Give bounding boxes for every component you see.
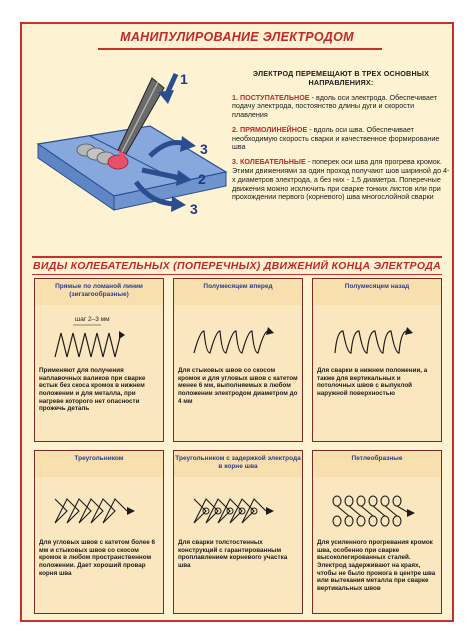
direction-item-3 — [232, 158, 450, 202]
title-underline — [98, 48, 382, 50]
section-title: ВИДЫ КОЛЕБАТЕЛЬНЫХ (ПОПЕРЕЧНЫХ) ДВИЖЕНИЙ КОНЦА ЭЛЕКТРОДА — [33, 260, 441, 272]
pattern-title: Треугольником — [35, 451, 163, 477]
direction-item-1 — [232, 94, 450, 120]
crescent-forward-pattern-icon — [186, 313, 292, 363]
pattern-card-zigzag — [34, 278, 164, 442]
pattern-description: Применяют для получения наплавочных валиков при сварке встык без скоса кромок в нижнем положении и для металла, при нагреве которого нет опасности прожечь деталь — [39, 367, 146, 413]
section-underline — [32, 274, 442, 275]
page-title: МАНИПУЛИРОВАНИЕ ЭЛЕКТРОДОМ — [120, 30, 354, 44]
pattern-card-crescent-forward — [173, 278, 303, 442]
crescent-backward-pattern-icon — [325, 313, 431, 363]
pattern-card-triangle-delay — [173, 450, 303, 614]
triangle-pattern-icon — [47, 485, 153, 535]
label-3b: 3 — [190, 201, 198, 217]
loop-pattern-icon — [325, 485, 431, 535]
pattern-description: Для угловых швов с катетом более 6 мм и стыковых швов со скосом кромок в любом пространственном положении. Дает хороший провар корня шва — [39, 539, 155, 577]
pattern-title: Треугольником с задержкой электрода в корне шва — [174, 451, 302, 477]
direction-text: - поперек оси шва для прогрева кромок. Этими движениями за один проход получают шов шириной до 4-х диаметров электрода, а без них - 1,5 диаметра. Поперечные движения можно исключить при сварке тонких листов или при прохождении первого (корневого) шва многослойной сварки — [232, 157, 450, 202]
pattern-title: Петлеобразные — [313, 451, 441, 477]
directions-text — [232, 70, 450, 208]
step-label: шаг 2–3 мм — [75, 316, 110, 323]
direction-text: - вдоль оси электрода. Обеспечивает подачу электрода, постоянство длины дуги и скорости плавления — [232, 92, 437, 120]
pattern-card-crescent-backward — [312, 278, 442, 442]
directions-intro: ЭЛЕКТРОД ПЕРЕМЕЩАЮТ В ТРЕХ ОСНОВНЫХ НАПРАВЛЕНИЯХ: — [252, 69, 430, 87]
label-3a: 3 — [200, 141, 208, 157]
patterns-grid — [34, 278, 442, 614]
welding-illustration — [30, 54, 230, 244]
section-divider — [32, 256, 442, 258]
direction-lead: 3. КОЛЕБАТЕЛЬНЫЕ — [232, 157, 306, 167]
direction-text: - вдоль оси шва. Обеспечивает необходимую скорость сварки и качественное формирование шва — [232, 124, 440, 152]
zigzag-pattern-icon — [47, 313, 153, 363]
pattern-description: Для сварки толстостенных конструкций с гарантированным проплавлением корневого участка шва — [178, 539, 288, 570]
label-2: 2 — [198, 171, 206, 187]
pattern-card-triangle — [34, 450, 164, 614]
pattern-title: Полумесяцем назад — [313, 279, 441, 305]
direction-lead: 2. ПРЯМОЛИНЕЙНОЕ — [232, 124, 308, 134]
pattern-title: Прямые по ломаной линии (зигзагообразные) — [35, 279, 163, 305]
triangle-delay-pattern-icon — [186, 485, 292, 535]
direction-item-2 — [232, 126, 450, 152]
pattern-title: Полумесяцем вперед — [174, 279, 302, 305]
direction-lead: 1. ПОСТУПАТЕЛЬНОЕ — [232, 92, 310, 102]
pattern-description: Для сварки в нижнем положении, а также для вертикальных и потолочных швов с выпуклой наружной поверхностью — [317, 367, 428, 398]
pattern-card-loop — [312, 450, 442, 614]
poster — [20, 22, 454, 622]
pattern-description: Для усиленного прогревания кромок шва, особенно при сварке высоколегированных сталей. Электрод задерживают на краях, чтобы не было прожога в центре шва или вытекания металла при сварке вертикальных швов — [317, 539, 436, 593]
label-1: 1 — [180, 71, 188, 87]
pattern-description: Для стыковых швов со скосом кромок и для угловых швов с катетом менее 6 мм, выполняемых в любом положении электродом диаметром до 4 мм — [178, 367, 298, 405]
